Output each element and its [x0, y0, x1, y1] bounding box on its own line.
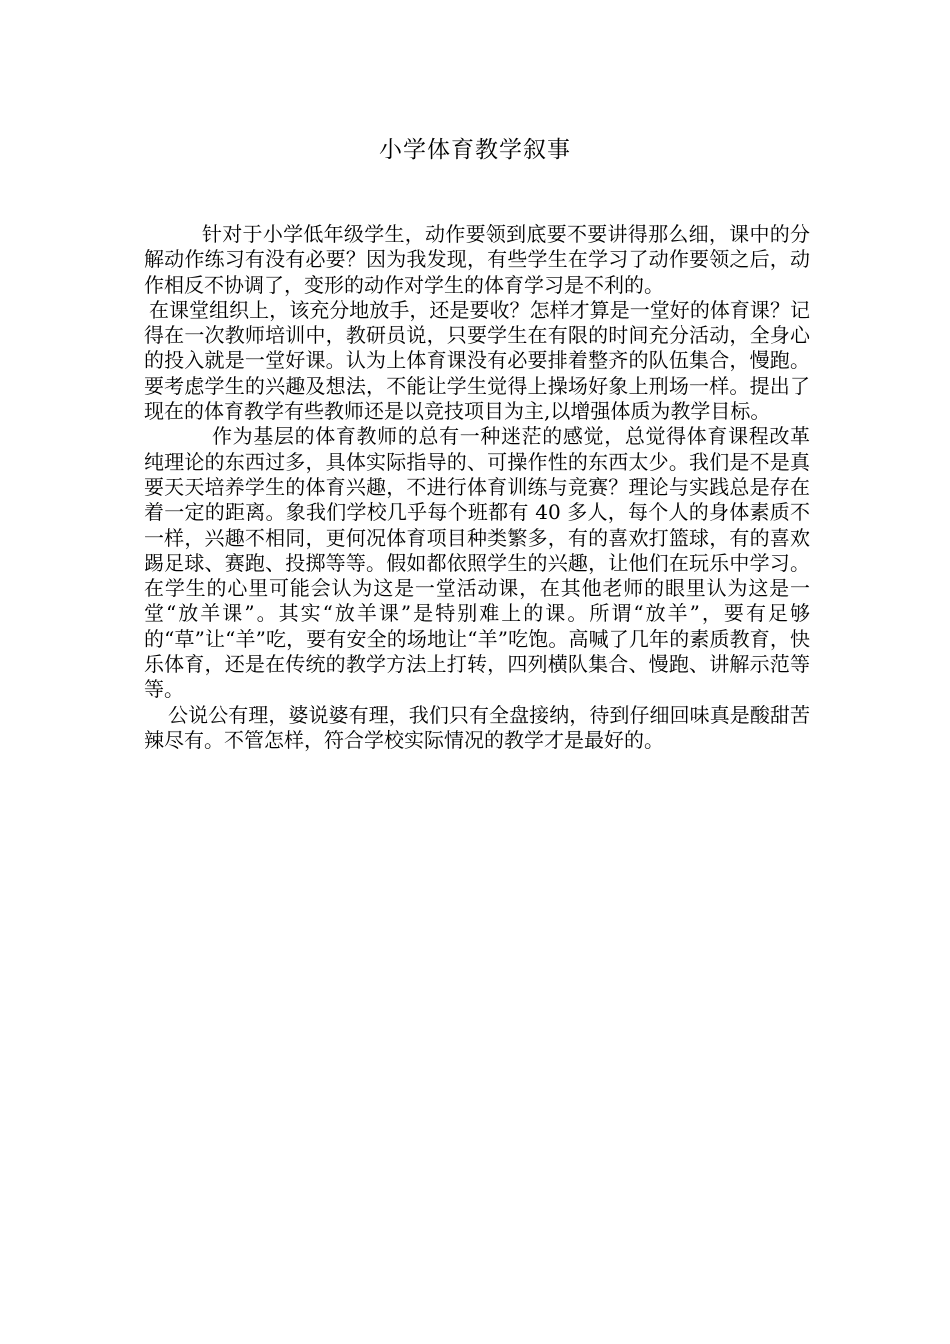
- paragraph-1: 针对于小学低年级学生，动作要领到底要不要讲得那么细，课中的分解动作练习有没有必要？因为我发现，有些学生在学习了动作要领之后，动作相反不协调了，变形的动作对学生的体育学习是不利的。: [144, 222, 810, 297]
- paragraph-2: 在课堂组织上，该充分地放手，还是要收？怎样才算是一堂好的体育课？记得在一次教师培训中，教研员说，只要学生在有限的时间充分活动，全身心的投入就是一堂好课。认为上体育课没有必要排着整齐的队伍集合，慢跑。要考虑学生的兴趣及想法，不能让学生觉得上操场好象上刑场一样。提出了现在的体育教学有些教师还是以竞技项目为主,以增强体质为教学目标。: [144, 297, 810, 424]
- document-body: [144, 222, 810, 753]
- paragraph-3: 作为基层的体育教师的总有一种迷茫的感觉，总觉得体育课程改革纯理论的东西过多，具体实际指导的、可操作性的东西太少。我们是不是真要天天培养学生的体育兴趣，不进行体育训练与竞赛？理论与实践总是存在着一定的距离。象我们学校几乎每个班都有 40 多人，每个人的身体素质不一样，兴趣不相同，更何况体育项目种类繁多，有的喜欢打篮球，有的喜欢踢足球、赛跑、投掷等等。假如都依照学生的兴趣，让他们在玩乐中学习。在学生的心里可能会认为这是一堂活动课，在其他老师的眼里认为这是一堂“放羊课”。其实“放羊课”是特别难上的课。所谓“放羊”，要有足够的“草”让“羊”吃，要有安全的场地让“羊”吃饱。高喊了几年的素质教育，快乐体育，还是在传统的教学方法上打转，四列横队集合、慢跑、讲解示范等等。: [144, 424, 810, 702]
- document-title: 小学体育教学叙事: [379, 137, 571, 163]
- paragraph-4: 公说公有理，婆说婆有理，我们只有全盘接纳，待到仔细回味真是酸甜苦辣尽有。不管怎样，符合学校实际情况的教学才是最好的。: [144, 702, 810, 752]
